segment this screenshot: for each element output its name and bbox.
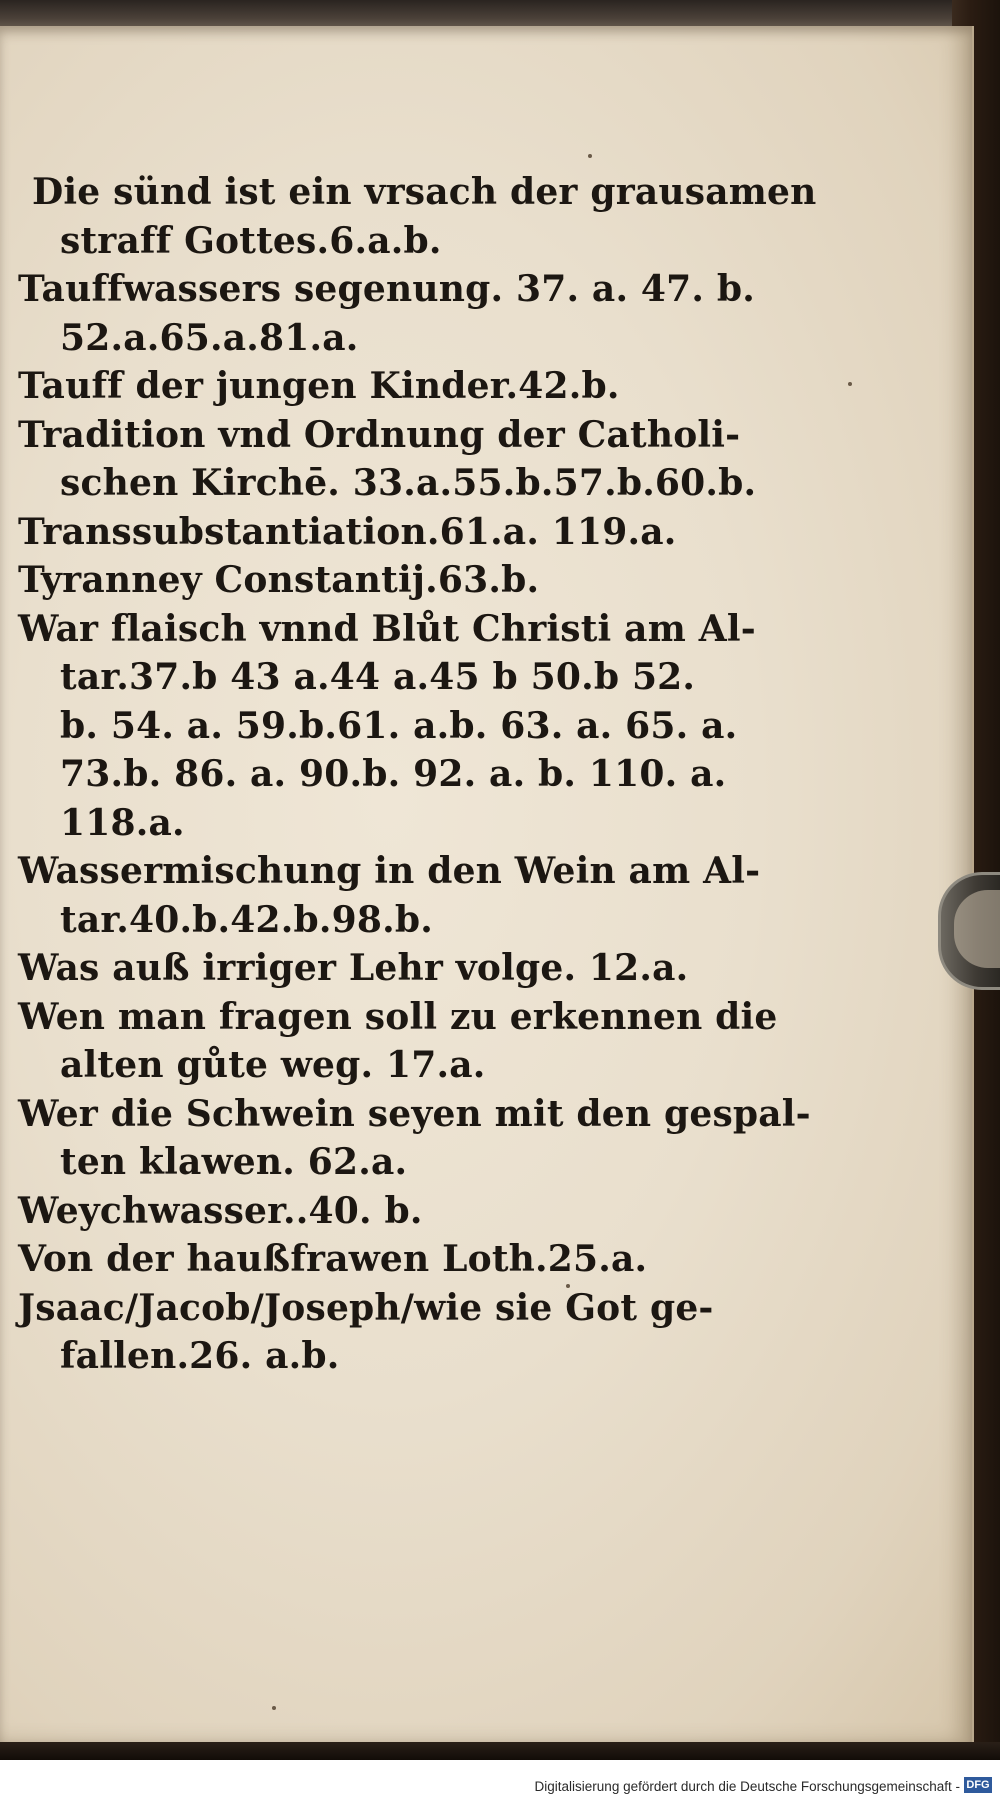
index-entry	[18, 1090, 811, 1187]
index-entry-line: tar.37.b 43 a.44 a.45 b 50.b 52.	[60, 656, 696, 698]
index-entry-line: alten gůte weg. 17.a.	[60, 1044, 486, 1086]
index-entry	[18, 265, 758, 362]
index-text-block	[18, 168, 817, 1381]
ink-speck	[848, 382, 852, 386]
index-entry-line: Wassermischung in den Wein am Al-	[18, 850, 761, 892]
index-entry-line: Tauff der jungen Kinder.42.b.	[18, 365, 620, 407]
index-entry	[18, 168, 817, 265]
index-entry-line: Die sünd ist ein vrsach der grausamen	[32, 171, 817, 213]
index-entry-line: Jsaac/Jacob/Joseph/wie sie Got ge-	[18, 1286, 714, 1329]
index-entry-line: 118.a.	[60, 801, 185, 844]
index-entry-line: ten klawen. 62.a.	[60, 1141, 408, 1183]
index-entry	[18, 508, 758, 557]
index-entry	[18, 362, 758, 411]
ink-speck	[272, 1706, 276, 1710]
index-entry-line: b. 54. a. 59.b.61. a.b. 63. a. 65. a.	[60, 704, 738, 747]
index-entry-line: 52.a.65.a.81.a.	[60, 316, 359, 359]
index-entry	[18, 847, 761, 944]
index-entry-line: Was auß irriger Lehr volge. 12.a.	[18, 947, 689, 989]
index-entry-line: fallen.26. a.b.	[60, 1335, 340, 1377]
index-entry-line: 73.b. 86. a. 90.b. 92. a. b. 110. a.	[60, 753, 727, 795]
index-entry-line: Tyranney Constantij.63.b.	[18, 559, 540, 601]
index-entry	[18, 1187, 758, 1236]
index-entry	[18, 1284, 758, 1381]
index-entry-line: Transsubstantiation.61.a. 119.a.	[18, 510, 677, 553]
index-entry-line: Tauffwassers segenung. 37. a. 47. b.	[18, 268, 755, 310]
index-entry	[18, 1235, 758, 1284]
index-entry	[18, 411, 758, 508]
index-entry-line: Wer die Schwein seyen mit den gespal-	[18, 1092, 811, 1135]
index-entry	[18, 605, 758, 848]
index-entry-line: Weychwasser..40. b.	[18, 1189, 423, 1232]
index-entry-line: Wen man fragen soll zu erkennen die	[18, 995, 778, 1038]
index-entry-line: War flaisch vnnd Blůt Christi am Al-	[18, 607, 756, 650]
ink-speck	[588, 154, 592, 158]
index-entry-line: Tradition vnd Ordnung der Catholi-	[18, 413, 741, 456]
dfg-logo-icon: DFG	[964, 1777, 992, 1793]
index-entry	[18, 556, 758, 605]
index-entry-line: Von der haußfrawen Loth.25.a.	[18, 1238, 648, 1280]
page-bottom-edge	[0, 1742, 1000, 1760]
index-entry	[18, 993, 778, 1090]
index-entry	[18, 944, 758, 993]
index-entry-line: tar.40.b.42.b.98.b.	[60, 898, 433, 941]
index-entry-line: straff Gottes.6.a.b.	[60, 219, 442, 262]
index-entry-line: schen Kirchē. 33.a.55.b.57.b.60.b.	[60, 462, 757, 504]
digitization-credit: Digitalisierung gefördert durch die Deutsche Forschungsgemeinschaft -	[534, 1779, 960, 1794]
